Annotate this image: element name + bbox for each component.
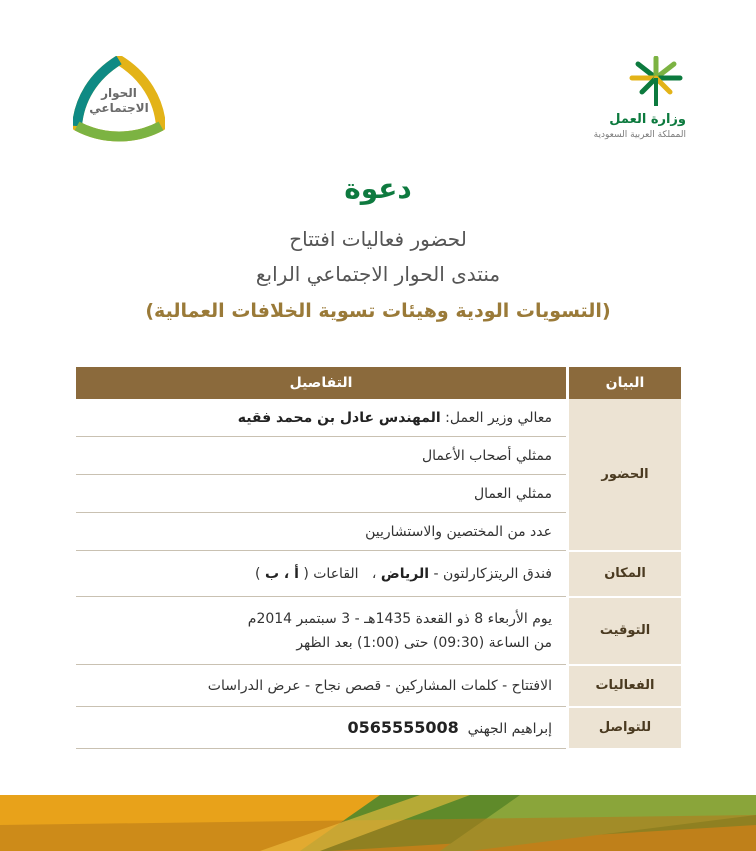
attendance-workers: ممثلي العمال [76,475,568,513]
table-row [76,597,681,665]
forum-theme: (التسويات الودية وهيئات تسوية الخلافات العمالية) [145,300,611,322]
attendance-minister [76,399,568,437]
table-row [76,665,681,707]
events-value: الافتتاح - كلمات المشاركين - قصص نجاح - عرض الدراسات [76,665,568,707]
header-details: التفاصيل [76,367,568,399]
timing-date: يوم الأربعاء 8 ذو القعدة 1435هـ - 3 سبتمبر 2014م [247,610,552,627]
minister-prefix: معالي وزير العمل: [445,409,552,426]
invitation-subtitle-2: منتدى الحوار الاجتماعي الرابع [255,262,501,286]
timing-label: التوقيت [568,597,682,665]
place-value [76,551,568,597]
contact-value [76,707,568,749]
minister-name: المهندس عادل بن محمد فقيه [237,409,441,426]
table-row [76,707,681,749]
contact-label: للتواصل [568,707,682,749]
place-halls-prefix: القاعات ( [303,565,359,582]
place-halls-suffix: ) [255,565,261,582]
invitation-title: دعوة [344,172,412,205]
forum-logo-line1: الحوار [101,86,137,100]
footer-stripes [0,795,756,851]
forum-logo-line2: الاجتماعي [89,101,149,115]
forum-logo [73,56,165,142]
place-city: الرياض [380,565,430,582]
table-header-row [76,367,681,399]
place-sep: ، [371,565,377,582]
timing-time: من الساعة (09:30) حتى (1:00) بعد الظهر [296,634,552,651]
attendance-employers: ممثلي أصحاب الأعمال [76,437,568,475]
events-label: الفعاليات [568,665,682,707]
palm-tree-icon [628,56,684,108]
place-hotel: فندق الريتزكارلتون - [433,565,552,582]
ministry-name: وزارة العمل [609,112,686,127]
table-row [76,399,681,437]
details-table [76,367,681,750]
contact-phone: 0565555008 [347,718,459,737]
contact-name: إبراهيم الجهني [467,721,552,737]
attendance-experts: عدد من المختصين والاستشاريين [76,513,568,551]
invitation-subtitle-1: لحضور فعاليات افتتاح [289,227,467,251]
ministry-country: المملكة العربية السعودية [593,130,686,140]
ministry-logo [556,56,686,146]
table-row [76,551,681,597]
place-halls: أ ، ب [264,565,299,582]
header-label: البيان [568,367,682,399]
attendance-label: الحضور [568,399,682,551]
place-label: المكان [568,551,682,597]
timing-value [76,597,568,665]
